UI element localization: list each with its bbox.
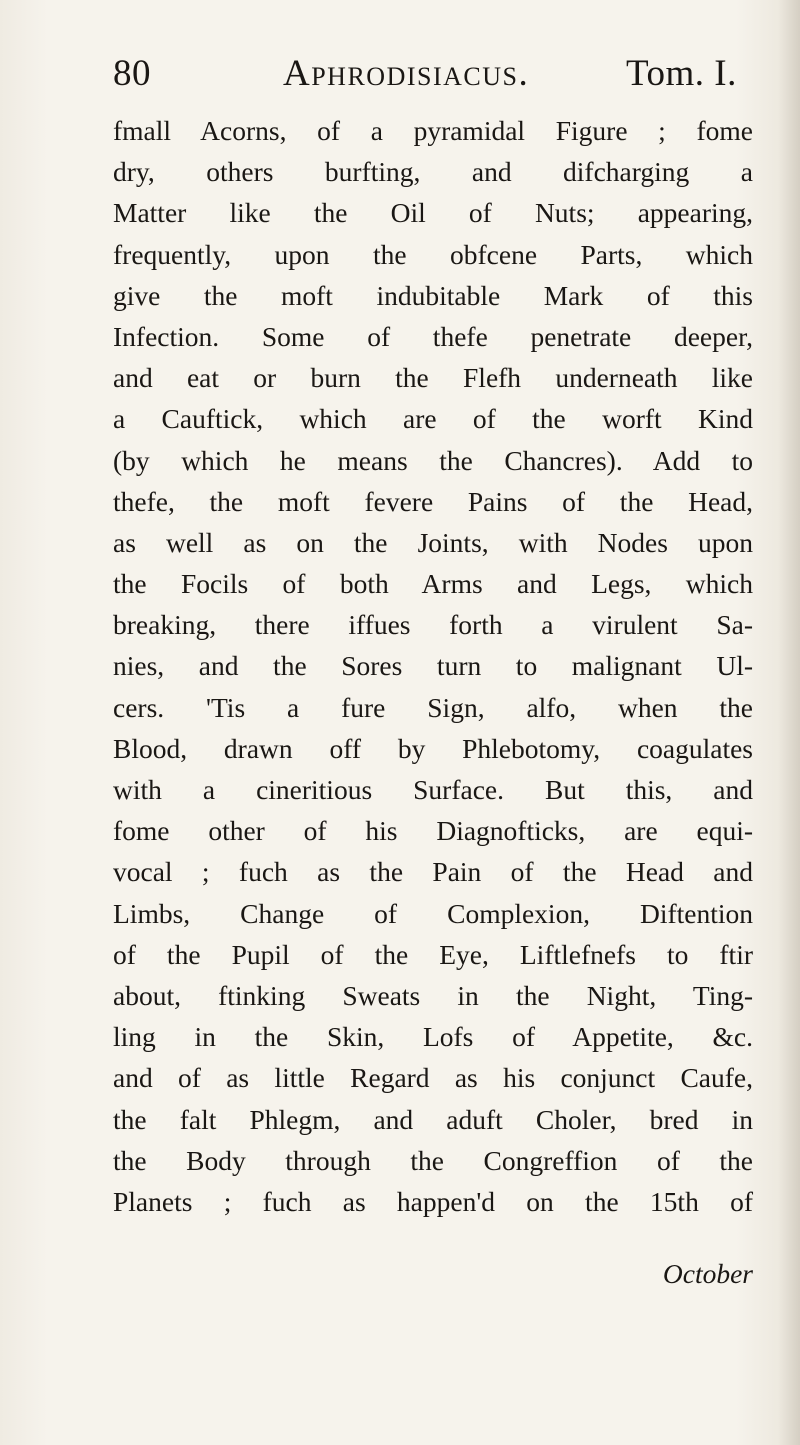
running-title: Aphrodisiacus. bbox=[283, 53, 530, 94]
text-line: nies, and the Sores turn to malignant Ul- bbox=[113, 650, 753, 682]
catchword: October bbox=[662, 1258, 753, 1289]
text-line: Limbs, Change of Complexion, Diftention bbox=[113, 897, 753, 929]
text-line: give the moft indubitable Mark of this bbox=[113, 279, 753, 311]
page-edge-shadow bbox=[778, 0, 800, 1445]
text-line: Infection. Some of thefe penetrate deeper, bbox=[113, 320, 753, 352]
text-line: vocal ; fuch as the Pain of the Head and bbox=[113, 856, 753, 888]
text-line: thefe, the moft fevere Pains of the Head, bbox=[113, 485, 753, 517]
text-line: of the Pupil of the Eye, Liftlefnefs to ftir bbox=[113, 938, 753, 970]
text-line: frequently, upon the obfcene Parts, which bbox=[113, 238, 753, 270]
text-line: Blood, drawn off by Phlebotomy, coagulates bbox=[113, 732, 753, 764]
text-line: ling in the Skin, Lofs of Appetite, &c. bbox=[113, 1021, 753, 1053]
running-head bbox=[113, 52, 753, 108]
text-line: breaking, there iffues forth a virulent Sa- bbox=[113, 609, 753, 641]
text-line: fome other of his Diagnofticks, are equi- bbox=[113, 815, 753, 847]
text-line: the falt Phlegm, and aduft Choler, bred in bbox=[113, 1103, 753, 1135]
text-line: the Body through the Congreffion of the bbox=[113, 1144, 753, 1176]
text-line: about, ftinking Sweats in the Night, Ting- bbox=[113, 979, 753, 1011]
text-line: as well as on the Joints, with Nodes upon bbox=[113, 526, 753, 558]
text-line: Planets ; fuch as happen'd on the 15th of bbox=[113, 1185, 753, 1217]
text-line: with a cineritious Surface. But this, and bbox=[113, 774, 753, 805]
text-line: Matter like the Oil of Nuts; appearing, bbox=[113, 197, 753, 229]
body-text bbox=[113, 110, 753, 1222]
text-line: cers. 'Tis a fure Sign, alfo, when the bbox=[113, 691, 753, 723]
text-line: the Focils of both Arms and Legs, which bbox=[113, 568, 753, 600]
text-line: a Cauftick, which are of the worft Kind bbox=[113, 403, 753, 435]
page-number: 80 bbox=[113, 53, 151, 94]
text-line: fmall Acorns, of a pyramidal Figure ; fome bbox=[113, 115, 753, 146]
text-line: and of as little Regard as his conjunct Caufe, bbox=[113, 1062, 753, 1094]
volume-label: Tom. I. bbox=[626, 53, 737, 94]
text-line: and eat or burn the Flefh underneath like bbox=[113, 362, 753, 394]
text-line: dry, others burfting, and difcharging a bbox=[113, 156, 753, 188]
text-line: (by which he means the Chancres). Add to bbox=[113, 444, 753, 476]
